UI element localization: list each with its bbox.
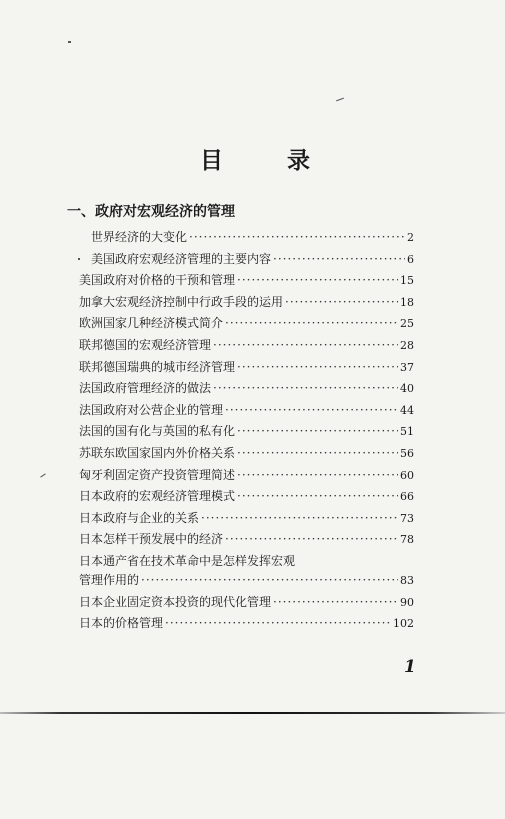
toc-entry-title: 日本政府与企业的关系	[79, 510, 200, 525]
toc-entry-page: 37	[400, 360, 414, 374]
toc-leader-dots	[237, 489, 398, 503]
toc-leader-dots	[165, 616, 391, 630]
toc-entry-title: 加拿大宏观经济控制中行政手段的运用	[79, 294, 284, 309]
toc-entry	[79, 422, 414, 444]
toc-entry-page: 25	[400, 317, 414, 331]
toc-entry-title: 日本的价格管理	[79, 616, 164, 631]
toc-entry-title: 联邦德国的宏观经济管理	[79, 337, 212, 352]
title-char-2: 录	[287, 147, 310, 174]
toc-entry	[79, 314, 414, 336]
toc-entry	[79, 379, 414, 401]
toc-entry	[79, 530, 414, 552]
toc-entry	[79, 614, 414, 636]
toc-entry-title: 日本通产省在技术革命中是怎样发挥宏观	[79, 553, 296, 568]
page-title	[200, 142, 310, 175]
toc-leader-dots	[273, 252, 405, 266]
toc-entry-page: 66	[400, 490, 414, 504]
toc-entry-title: 世界经济的大变化	[91, 230, 188, 244]
toc-entry-title: 日本怎样干预发展中的经济	[79, 532, 224, 547]
toc-leader-dots	[237, 424, 398, 438]
toc-entry-title: 美国政府宏观经济管理的主要内容	[91, 251, 272, 266]
toc-entry-page: 102	[393, 617, 414, 631]
toc-entry-page: 51	[400, 425, 414, 439]
toc-leader-dots	[225, 532, 398, 546]
toc-entry-page: 18	[400, 295, 414, 309]
toc-entry	[79, 509, 414, 531]
toc-entry-title: 匈牙利固定资产投资管理简述	[79, 467, 236, 482]
toc-leader-dots	[285, 295, 398, 309]
scan-speck	[68, 41, 71, 43]
toc-leader-dots	[225, 316, 398, 330]
toc-leader-dots	[237, 446, 398, 460]
scan-speck	[78, 258, 80, 260]
table-of-contents	[79, 228, 414, 636]
toc-entry-page: 28	[400, 338, 414, 352]
toc-entry	[79, 487, 414, 509]
toc-entry-title: 日本企业固定资本投资的现代化管理	[79, 594, 272, 609]
toc-leader-dots	[237, 360, 398, 374]
bottom-rule	[0, 712, 505, 714]
title-char-1: 目	[200, 147, 223, 174]
toc-entry-page: 2	[407, 231, 414, 244]
toc-leader-dots	[273, 595, 398, 609]
page-number: 1	[404, 657, 416, 677]
toc-leader-dots	[225, 403, 398, 417]
toc-entry	[79, 250, 414, 272]
toc-leader-dots	[237, 468, 398, 482]
toc-leader-dots	[237, 273, 398, 287]
toc-entry	[79, 271, 414, 293]
toc-entry-title: 日本政府的宏观经济管理模式	[79, 489, 236, 504]
toc-entry	[79, 358, 414, 380]
toc-entry	[79, 336, 414, 358]
toc-entry-title: 管理作用的	[79, 572, 140, 587]
toc-leader-dots	[189, 230, 405, 244]
toc-leader-dots	[213, 338, 398, 352]
toc-leader-dots	[141, 573, 398, 587]
toc-entry	[79, 593, 414, 615]
toc-entry	[79, 466, 414, 488]
toc-entry-page: 6	[407, 252, 414, 266]
toc-entry-page: 40	[400, 382, 414, 396]
toc-entry-title: 法国政府管理经济的做法	[79, 381, 212, 396]
toc-entry-page: 78	[400, 533, 414, 547]
toc-entry-title: 苏联东欧国家国内外价格关系	[79, 445, 236, 460]
toc-entry	[79, 444, 414, 466]
toc-entry-page: 90	[400, 595, 414, 609]
toc-entry-page: 15	[400, 274, 414, 288]
toc-entry-page: 44	[400, 403, 414, 417]
toc-leader-dots	[213, 381, 398, 395]
toc-entry-first-line	[79, 552, 414, 571]
toc-entry-title: 联邦德国瑞典的城市经济管理	[79, 359, 236, 374]
scan-speck	[40, 473, 45, 477]
toc-entry-title: 美国政府对价格的干预和管理	[79, 273, 236, 288]
toc-entry	[79, 293, 414, 315]
toc-entry-title: 法国的国有化与英国的私有化	[79, 424, 236, 439]
toc-entry-page: 60	[400, 468, 414, 482]
toc-entry	[79, 571, 414, 593]
toc-leader-dots	[201, 511, 398, 525]
toc-entry-title: 欧洲国家几种经济模式简介	[79, 316, 224, 331]
toc-entry-title: 法国政府对公营企业的管理	[79, 402, 224, 417]
toc-entry	[79, 401, 414, 423]
toc-entry-page: 73	[400, 511, 414, 525]
toc-entry	[79, 228, 414, 250]
toc-entry-page: 83	[400, 573, 414, 587]
toc-entry-page: 56	[400, 446, 414, 460]
scan-speck	[336, 98, 344, 102]
section-heading: 一、政府对宏观经济的管理	[67, 204, 235, 220]
